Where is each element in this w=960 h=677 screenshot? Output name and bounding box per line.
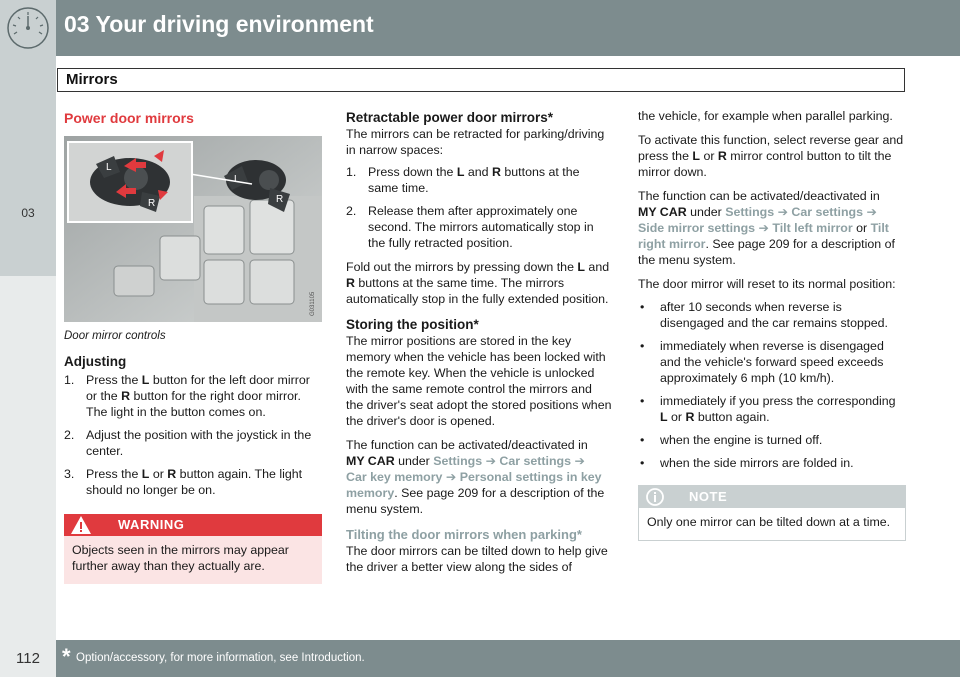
section-title: Mirrors <box>66 71 118 88</box>
tilting-mirrors-heading: Tilting the door mirrors when parking* <box>346 527 582 542</box>
page-title: 03 Your driving environment <box>64 11 374 37</box>
figure-caption: Door mirror controls <box>64 330 166 342</box>
door-mirror-controls-figure <box>64 136 322 322</box>
arrow-right-icon: ➔ <box>863 205 877 219</box>
figure-label-l2: L <box>234 174 240 185</box>
retract-steps <box>346 164 612 251</box>
list-item: 1. Press the L button for the left door mirror or the R button for the right door mirror. The light in the button comes on. <box>64 373 310 419</box>
note-header <box>639 486 905 508</box>
arrow-right-icon: ➔ <box>482 454 500 468</box>
bullet-icon: • <box>640 300 645 314</box>
list-item: • immediately if you press the corresponding L or R button again. <box>640 394 896 424</box>
note-box <box>638 485 906 541</box>
bullet-icon: • <box>640 433 645 447</box>
arrow-right-icon: ➔ <box>774 205 792 219</box>
page-number: 112 <box>0 640 56 677</box>
page-header <box>0 0 960 56</box>
figure-label-l1: L <box>106 162 112 173</box>
storing-activate-text: The function can be activated/deactivated in MY CAR under Settings ➔ Car settings ➔ Car key memory ➔ Personal settings in key memory. See page 209 for a description of the menu system. <box>346 438 605 516</box>
tilting-continued-text: the vehicle, for example when parallel parking. <box>638 109 893 123</box>
arrow-right-icon: ➔ <box>571 454 585 468</box>
tilt-menu-text: The function can be activated/deactivated in MY CAR under Settings ➔ Car settings ➔ Side mirror settings ➔ Tilt left mirror or Tilt right mirror. See page 209 for a description of the menu system. <box>638 189 895 267</box>
fold-out-text: Fold out the mirrors by pressing down the L and R buttons at the same time. The mirrors automatically stop in the fully extended position. <box>346 260 610 306</box>
gauge-icon <box>0 0 56 56</box>
section-bar <box>57 68 905 92</box>
adjusting-heading: Adjusting <box>64 354 127 369</box>
warning-label: WARNING <box>118 517 185 532</box>
column-1 <box>64 110 322 584</box>
bullet-icon: • <box>640 394 645 408</box>
arrow-right-icon: ➔ <box>442 470 460 484</box>
list-item: 2. Release them after approximately one second. The mirrors automatically stop in the fully retracted position. <box>346 204 594 250</box>
list-item: • after 10 seconds when reverse is disengaged and the car remains stopped. <box>640 300 889 330</box>
arrow-right-icon: ➔ <box>755 221 773 235</box>
figure-label-r2: R <box>276 194 284 205</box>
warning-box <box>64 514 322 584</box>
reset-text: The door mirror will reset to its normal position: <box>638 277 896 291</box>
warning-text: Objects seen in the mirrors may appear further away than they actually are. <box>72 543 289 573</box>
bullet-icon: • <box>640 339 645 353</box>
page-footer <box>0 640 960 677</box>
note-text: Only one mirror can be tilted down at a time. <box>647 515 891 529</box>
sidebar-lower <box>0 276 56 640</box>
figure-code: G031105 <box>310 291 316 316</box>
adjusting-steps <box>64 372 322 498</box>
power-door-mirrors-heading: Power door mirrors <box>64 110 194 126</box>
warning-triangle-icon <box>70 515 92 535</box>
list-item: • when the side mirrors are folded in. <box>640 456 854 470</box>
column-2 <box>346 110 612 575</box>
list-item: • immediately when reverse is disengaged and the vehicle's forward speed exceeds approximately 6 mph (10 km/h). <box>640 339 884 385</box>
list-item: 3. Press the L or R button again. The light should no longer be on. <box>64 467 303 497</box>
footnote-star: * <box>62 644 71 669</box>
list-item: • when the engine is turned off. <box>640 433 823 447</box>
list-item: 2. Adjust the position with the joystick in the center. <box>64 428 312 458</box>
retractable-mirrors-heading: Retractable power door mirrors* <box>346 110 554 125</box>
info-icon <box>645 487 665 507</box>
list-item: 1. Press down the L and R buttons at the same time. <box>346 165 580 195</box>
chapter-sidebar <box>0 56 56 276</box>
reset-bullets <box>638 299 906 471</box>
storing-text: The mirror positions are stored in the key memory when the vehicle has been locked with the remote key. When the vehicle is unlocked with the same remote control the mirrors and the driver's seat adopt the stored positions when the driver's door is opened. <box>346 334 612 428</box>
mirror-controls-illustration <box>64 136 322 322</box>
footnote-text: Option/accessory, for more information, see Introduction. <box>76 652 365 664</box>
column-3 <box>638 108 906 541</box>
header-icon-box <box>0 0 56 56</box>
bullet-icon: • <box>640 456 645 470</box>
tilting-text: The door mirrors can be tilted down to help give the driver a better view along the sides of <box>346 544 608 574</box>
storing-position-heading: Storing the position* <box>346 317 479 332</box>
retract-intro: The mirrors can be retracted for parking/driving in narrow spaces: <box>346 127 605 157</box>
chapter-number: 03 <box>21 206 35 220</box>
note-label: NOTE <box>689 489 728 504</box>
warning-header <box>64 514 322 536</box>
tilt-activate-text: To activate this function, select reverse gear and press the L or R mirror control button to tilt the mirror down. <box>638 133 904 179</box>
figure-label-r1: R <box>148 198 156 209</box>
